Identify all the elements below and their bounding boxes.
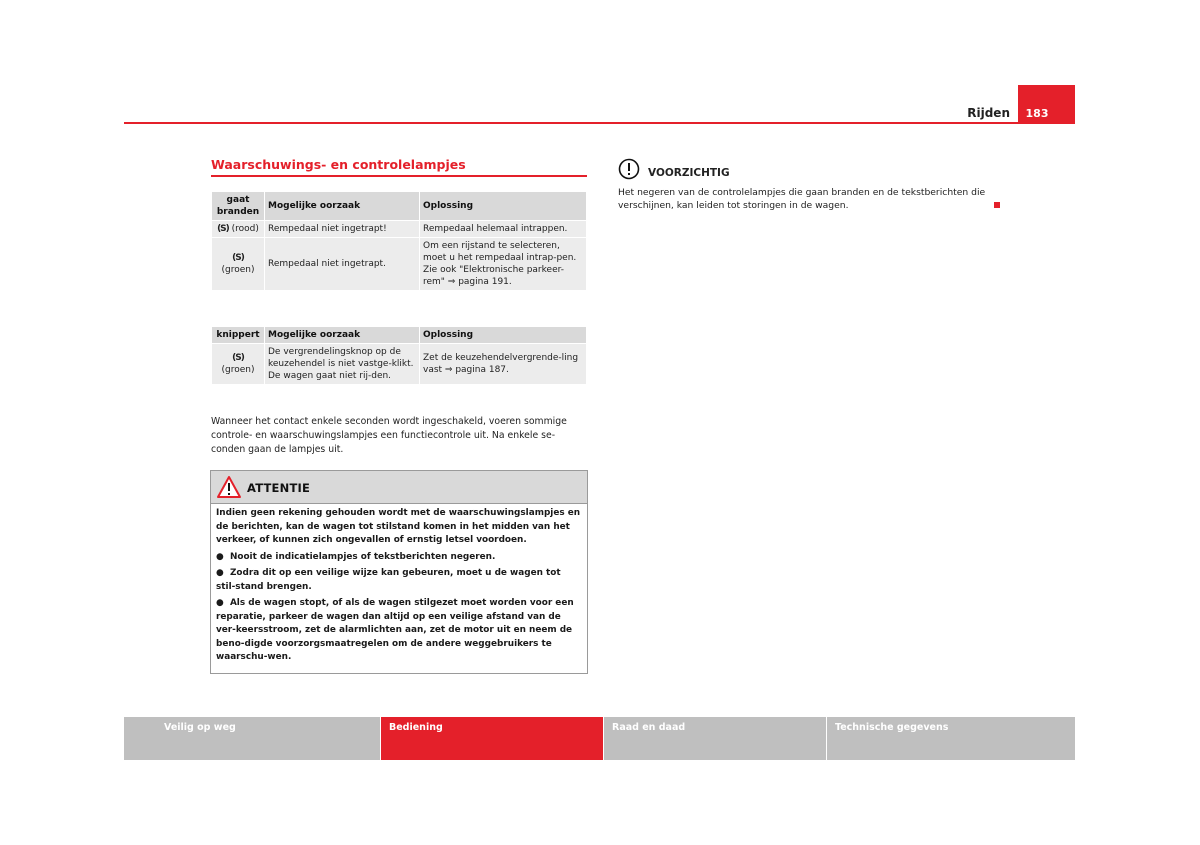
- section-rule: [211, 175, 587, 177]
- table-header-cell: Mogelijke oorzaak: [265, 327, 420, 344]
- lamp-cell: [212, 221, 265, 238]
- footer-tab-bediening[interactable]: [381, 717, 603, 760]
- lamp-cell: [212, 344, 265, 385]
- solution-reference: Zie ook "Elektronische parkeer-rem" ⇒ pagina 191.: [423, 265, 564, 287]
- table-header-cell: gaat branden: [212, 192, 265, 221]
- warning-title: ATTENTIE: [247, 481, 311, 495]
- lamp-color: (groen): [221, 265, 255, 275]
- footer-tab-technische-gegevens[interactable]: [827, 717, 1075, 760]
- warning-header: [211, 471, 587, 504]
- table-header-cell: Oplossing: [420, 327, 587, 344]
- lamp-color: (rood): [231, 224, 259, 234]
- lamp-table-lights: [211, 191, 587, 291]
- solution-cell: [420, 238, 587, 291]
- lamp-color: (groen): [221, 365, 255, 375]
- warning-bullet: ● Als de wagen stopt, of als de wagen stilgezet moet worden voor een reparatie, parkeer de wagen dan altijd op een veilige afstand van de ver-keersstroom, zet de alarmlichten aan, zet de motor uit en neem de beno-digde voorzorgsmaatregelen om de andere weggebruikers te waarschu-wen.: [216, 598, 574, 662]
- cause-cell: Rempedaal niet ingetrapt.: [265, 238, 420, 291]
- lamp-cell: [212, 238, 265, 291]
- cause-cell: De vergrendelingsknop op de keuzehendel is niet vastge-klikt. De wagen gaat niet rij-den.: [265, 344, 420, 385]
- warning-body: [216, 507, 582, 668]
- footer-tab-label: Veilig op weg: [164, 722, 236, 733]
- page-number: 183: [1025, 107, 1049, 120]
- footer-tab-label: Bediening: [389, 722, 443, 733]
- end-marker: [994, 202, 1000, 208]
- table-header-cell: Mogelijke oorzaak: [265, 192, 420, 221]
- warning-bullet: ● Nooit de indicatielampjes of tekstberichten negeren.: [216, 551, 496, 562]
- warning-triangle-icon: [216, 475, 242, 499]
- caution-text: Het negeren van de controlelampjes die gaan branden en de tekstberichten die verschijnen, kan leiden tot storingen in de wagen.: [618, 187, 986, 211]
- brake-lamp-icon: (S): [232, 253, 244, 263]
- solution-cell: Zet de keuzehendelvergrende-ling vast ⇒ pagina 187.: [420, 344, 587, 385]
- table-header-row: [212, 192, 587, 221]
- footer-tab-raad-en-daad[interactable]: [604, 717, 826, 760]
- brake-lamp-icon: (S): [217, 224, 229, 234]
- warning-text: Indien geen rekening gehouden wordt met de waarschuwingslampjes en de berichten, kan de wagen tot stilstand komen in het midden van het verkeer, of kunnen zich ongevallen of ernstig letsel voordoen.: [216, 508, 581, 545]
- intro-paragraph: Wanneer het contact enkele seconden wordt ingeschakeld, voeren sommige controle- en waarschuwingslampjes een functiecontrole uit. Na enkele se-conden gaan de lampjes uit.: [211, 416, 567, 455]
- table-row: [212, 344, 587, 385]
- footer-tab-veilig-op-weg[interactable]: [124, 717, 380, 760]
- header-rule: [124, 122, 1018, 124]
- chapter-title: Rijden: [967, 106, 1010, 120]
- table-row: [212, 238, 587, 291]
- caution-title: VOORZICHTIG: [648, 167, 730, 179]
- table-header-row: [212, 327, 587, 344]
- table-header-cell: Oplossing: [420, 192, 587, 221]
- lamp-table-blinking: [211, 326, 587, 385]
- exclamation-circle-icon: [618, 158, 640, 180]
- warning-box: [210, 470, 588, 674]
- footer-tab-label: Raad en daad: [612, 722, 686, 733]
- cause-cell: Rempedaal niet ingetrapt!: [265, 221, 420, 238]
- footer-tab-label: Technische gegevens: [835, 722, 949, 733]
- warning-bullet: ● Zodra dit op een veilige wijze kan gebeuren, moet u de wagen tot stil-stand brengen.: [216, 568, 561, 592]
- section-title: Waarschuwings- en controlelampjes: [211, 157, 466, 172]
- table-row: [212, 221, 587, 238]
- solution-text: Om een rijstand te selecteren, moet u het rempedaal intrap-pen.: [423, 241, 577, 263]
- brake-lamp-icon: (S): [232, 353, 244, 363]
- solution-cell: Rempedaal helemaal intrappen.: [420, 221, 587, 238]
- table-header-cell: knippert: [212, 327, 265, 344]
